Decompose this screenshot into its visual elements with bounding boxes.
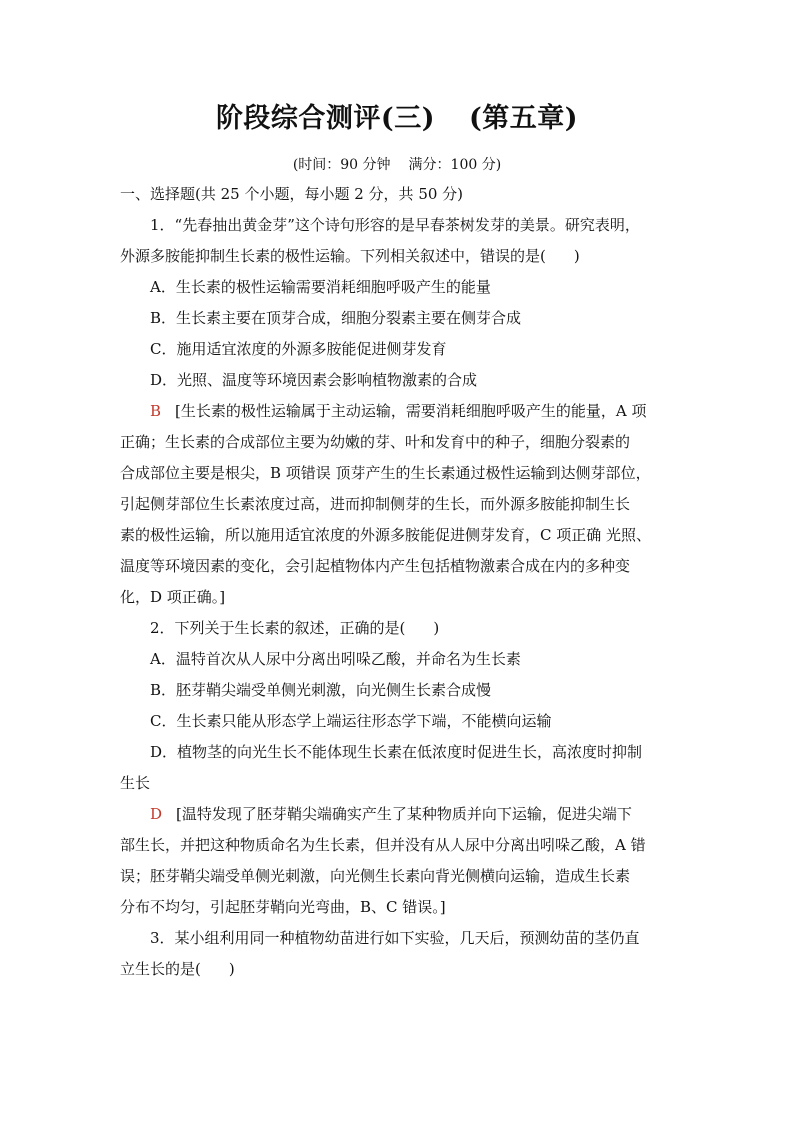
exam-meta — [0, 154, 794, 174]
q1-option-b: B．生长素主要在顶芽合成，细胞分裂素主要在侧芽合成 — [150, 309, 522, 327]
q2-option-a: A．温特首次从人尿中分离出吲哚乙酸，并命名为生长素 — [150, 650, 521, 668]
page-title — [0, 96, 794, 135]
q3-stem-line: 立生长的是( ) — [120, 960, 235, 978]
title-chapter: (第五章) — [469, 103, 579, 134]
full-score: 满分：100 分) — [408, 157, 502, 173]
q1-explanation-line: B [生长素的极性运输属于主动运输，需要消耗细胞呼吸产生的能量，A 项 — [150, 402, 647, 420]
q1-explanation-line: 正确；生长素的合成部位主要为幼嫩的芽、叶和发育中的种子，细胞分裂素的 — [120, 433, 631, 451]
q1-explanation-line: 素的极性运输，所以施用适宜浓度的外源多胺能促进侧芽发育，C 项正确 光照、 — [120, 526, 652, 544]
q1-explanation-line: 引起侧芽部位生长素浓度过高，进而抑制侧芽的生长，而外源多胺能抑制生长 — [120, 495, 631, 513]
section-heading: 一、选择题(共 25 个小题，每小题 2 分，共 50 分) — [120, 185, 464, 203]
q2-option-d: D．植物茎的向光生长不能体现生长素在低浓度时促进生长，高浓度时抑制 — [150, 743, 643, 761]
q1-stem-line: 1．“先春抽出黄金芽”这个诗句形容的是早春茶树发芽的美景。研究表明， — [150, 216, 640, 234]
q1-option-a: A．生长素的极性运输需要消耗细胞呼吸产生的能量 — [150, 278, 491, 296]
q2-stem-line: 2．下列关于生长素的叙述，正确的是( ) — [150, 619, 440, 637]
q2-explanation-line: 误；胚芽鞘尖端受单侧光刺激，向光侧生长素向背光侧横向运输，造成生长素 — [120, 867, 631, 885]
q1-explanation-line: 合成部位主要是根尖，B 项错误 顶芽产生的生长素通过极性运输到达侧芽部位， — [120, 464, 651, 482]
q2-explanation-line: 分布不均匀，引起胚芽鞘向光弯曲，B、C 错误。] — [120, 898, 446, 916]
q1-explanation-line: 温度等环境因素的变化，会引起植物体内产生包括植物激素合成在内的多种变 — [120, 557, 631, 575]
q1-option-d: D．光照、温度等环境因素会影响植物激素的合成 — [150, 371, 478, 389]
q2-option-b: B．胚芽鞘尖端受单侧光刺激，向光侧生长素合成慢 — [150, 681, 492, 699]
q2-option-d-cont: 生长 — [120, 774, 151, 792]
q2-explanation-line: 部生长，并把这种物质命名为生长素，但并没有从人尿中分离出吲哚乙酸，A 错 — [120, 836, 646, 854]
time-limit: (时间：90 分钟 — [292, 157, 391, 173]
q2-answer: D — [150, 805, 163, 823]
q2-option-c: C．生长素只能从形态学上端运往形态学下端，不能横向运输 — [150, 712, 552, 730]
document-body — [120, 179, 676, 985]
q1-option-c: C．施用适宜浓度的外源多胺能促进侧芽发育 — [150, 340, 447, 358]
q1-stem-line: 外源多胺能抑制生长素的极性运输。下列相关叙述中，错误的是( ) — [120, 247, 580, 265]
q3-stem-line: 3．某小组利用同一种植物幼苗进行如下实验，几天后，预测幼苗的茎仍直 — [150, 929, 640, 947]
q1-explanation-line: 化，D 项正确。] — [120, 588, 226, 606]
q2-explanation-line: D [温特发现了胚芽鞘尖端确实产生了某种物质并向下运输，促进尖端下 — [150, 805, 632, 823]
title-main: 阶段综合测评(三) — [215, 103, 435, 134]
q1-answer: B — [150, 402, 162, 420]
